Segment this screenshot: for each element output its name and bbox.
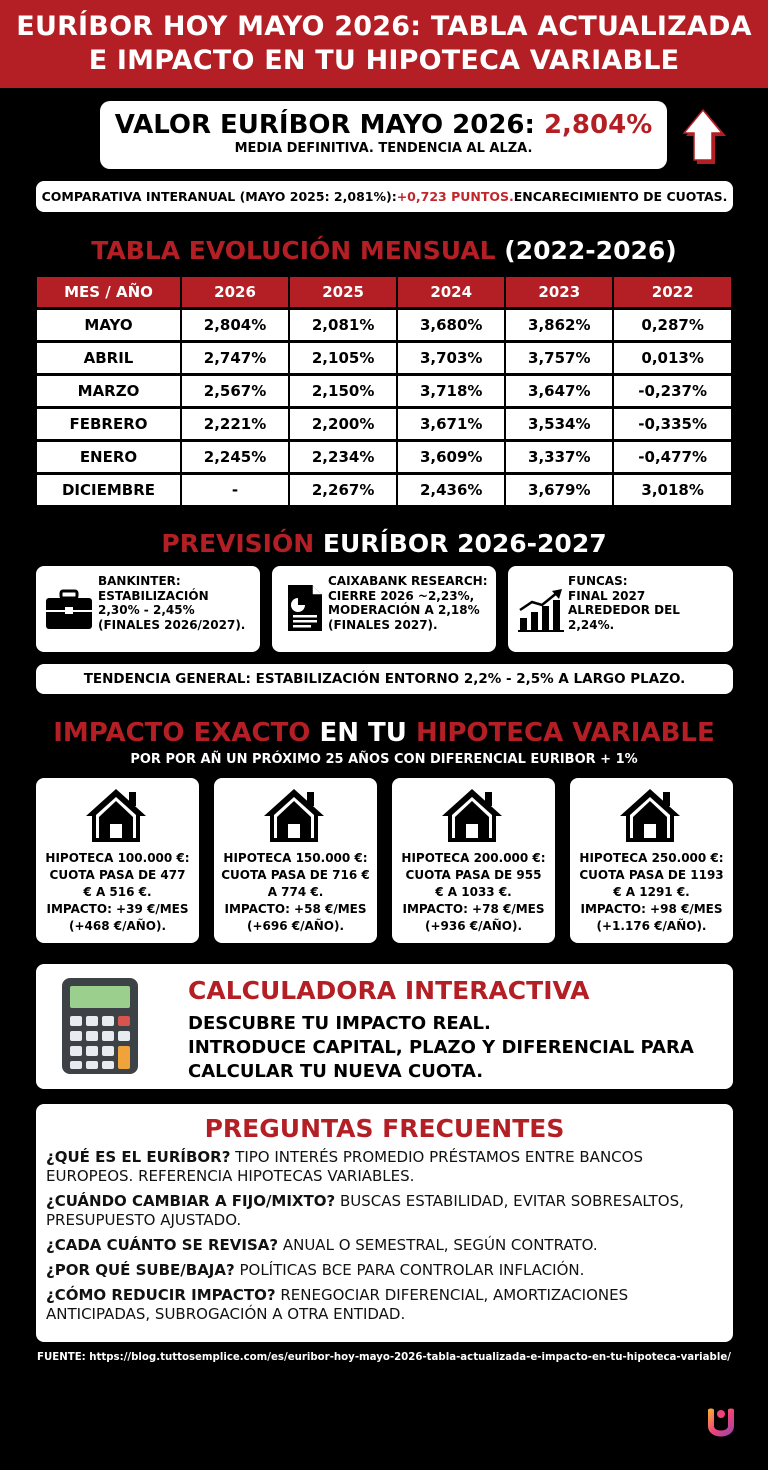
table-header-cell: 2022 [614, 277, 731, 307]
table-cell: 3,757% [506, 343, 612, 373]
impact-text [218, 850, 373, 935]
current-value: 2,804% [543, 110, 653, 140]
impact-title-white: EN TU [310, 718, 416, 748]
calculator-line: CALCULAR TU NUEVA CUOTA. [188, 1061, 484, 1082]
impact-line: (+936 €/AÑO). [424, 919, 523, 933]
impact-line: € A 516 €. [83, 885, 152, 899]
table-title-white: (2022-2026) [495, 236, 677, 265]
table-cell: 2,150% [290, 376, 396, 406]
table-cell: 3,534% [506, 409, 612, 439]
comparison-highlight: +0,723 PUNTOS. [396, 189, 514, 204]
faq-question: ¿CADA CUÁNTO SE REVISA? [46, 1236, 279, 1254]
table-cell: ABRIL [37, 343, 180, 373]
forecast-line: BANKINTER: [98, 574, 181, 588]
table-cell: 3,680% [398, 310, 504, 340]
impact-line: CUOTA PASA DE 716 € [221, 868, 370, 882]
table-cell: 3,671% [398, 409, 504, 439]
current-value-heading [100, 110, 667, 140]
table-cell: -0,237% [614, 376, 731, 406]
document-chart-icon [280, 582, 330, 634]
forecast-line: ESTABILIZACIÓN [98, 588, 209, 603]
table-cell: 3,703% [398, 343, 504, 373]
current-value-subtitle: MEDIA DEFINITIVA. TENDENCIA AL ALZA. [234, 141, 533, 156]
table-cell: 2,221% [182, 409, 288, 439]
table-cell: -0,477% [614, 442, 731, 472]
forecast-text [328, 574, 488, 632]
forecast-line: FUNCAS: [568, 574, 628, 588]
faq-answer: POLÍTICAS BCE PARA CONTROLAR INFLACIÓN. [234, 1261, 585, 1279]
impact-line: A 774 €. [267, 885, 324, 899]
table-row [37, 442, 731, 472]
impact-card-200k [392, 778, 555, 943]
forecast-line: (FINALES 2027). [328, 617, 438, 632]
table-header-cell: 2023 [506, 277, 612, 307]
table-cell: 2,567% [182, 376, 288, 406]
forecast-text [568, 574, 680, 632]
house-icon [617, 786, 683, 844]
impact-line: (+696 €/AÑO). [246, 919, 345, 933]
table-cell: 3,862% [506, 310, 612, 340]
faq-question: ¿QUÉ ES EL EURÍBOR? [46, 1148, 231, 1166]
forecast-line: CIERRE 2026 ~2,23%, [328, 588, 475, 603]
table-cell: -0,335% [614, 409, 731, 439]
table-cell: 3,018% [614, 475, 731, 505]
table-header-cell: 2025 [290, 277, 396, 307]
impact-line: IMPACTO: +78 €/MES [402, 902, 545, 916]
faq-question: ¿CÓMO REDUCIR IMPACTO? [46, 1286, 276, 1304]
faq-item [46, 1192, 725, 1230]
forecast-card-caixabank [272, 566, 496, 652]
forecast-line: (FINALES 2026/2027). [98, 617, 246, 632]
faq-answer: BUSCAS ESTABILIDAD, EVITAR SOBRESALTOS, PRESUPUESTO AJUSTADO. [46, 1192, 684, 1229]
faq-card [36, 1104, 733, 1342]
faq-question: ¿POR QUÉ SUBE/BAJA? [46, 1261, 235, 1279]
calculator-line: DESCUBRE TU IMPACTO REAL. [188, 1013, 491, 1034]
impact-title-red-1: IMPACTO EXACTO [53, 718, 311, 748]
table-cell: 2,747% [182, 343, 288, 373]
current-value-label: VALOR EURÍBOR MAYO 2026: [114, 110, 544, 140]
calculator-description [188, 1012, 694, 1084]
impact-section-title [0, 718, 768, 748]
calculator-title: CALCULADORA INTERACTIVA [188, 976, 590, 1005]
impact-line: CUOTA PASA DE 477 [49, 868, 186, 882]
impact-line: CUOTA PASA DE 955 [405, 868, 542, 882]
impact-line: (+468 €/AÑO). [68, 919, 167, 933]
impact-card-150k [214, 778, 377, 943]
house-icon [261, 786, 327, 844]
page-header [0, 0, 768, 88]
forecast-card-bankinter [36, 566, 260, 652]
comparison-rest: ENCARECIMIENTO DE CUOTAS. [513, 189, 728, 204]
forecast-line: CAIXABANK RESEARCH: [328, 574, 488, 588]
impact-subtitle: POR POR AÑ UN PRÓXIMO 25 AÑOS CON DIFERENCIAL EURIBOR + 1% [130, 752, 638, 767]
faq-item [46, 1261, 725, 1280]
table-cell: 3,679% [506, 475, 612, 505]
comparison-text: COMPARATIVA INTERANUAL (MAYO 2025: 2,081%): [41, 189, 397, 204]
calculator-card[interactable] [36, 964, 733, 1089]
table-header-cell: MES / AÑO [37, 277, 180, 307]
table-row [37, 376, 731, 406]
table-section-title [0, 236, 768, 265]
forecast-title-white: EURÍBOR 2026-2027 [314, 529, 607, 558]
briefcase-icon [44, 588, 94, 632]
table-row [37, 310, 731, 340]
faq-answer: ANUAL O SEMESTRAL, SEGÚN CONTRATO. [278, 1236, 598, 1254]
yearly-comparison [36, 181, 733, 212]
table-header-row [37, 277, 731, 307]
table-cell: 3,647% [506, 376, 612, 406]
forecast-card-funcas [508, 566, 733, 652]
forecast-line: ALREDEDOR DEL [568, 603, 680, 617]
forecast-title-red: PREVISIÓN [161, 529, 315, 558]
impact-line: (+1.176 €/AÑO). [596, 919, 707, 933]
table-cell: 3,337% [506, 442, 612, 472]
table-cell: 2,436% [398, 475, 504, 505]
table-cell: 2,245% [182, 442, 288, 472]
impact-line: IMPACTO: +58 €/MES [224, 902, 367, 916]
table-cell: 3,718% [398, 376, 504, 406]
impact-text [40, 850, 195, 935]
faq-item [46, 1286, 725, 1324]
growth-chart-icon [516, 588, 566, 632]
house-icon [439, 786, 505, 844]
table-cell: MARZO [37, 376, 180, 406]
table-cell: 2,081% [290, 310, 396, 340]
forecast-line: FINAL 2027 [568, 588, 646, 603]
table-header-cell: 2024 [398, 277, 504, 307]
table-cell: DICIEMBRE [37, 475, 180, 505]
impact-card-250k [570, 778, 733, 943]
table-cell: 2,804% [182, 310, 288, 340]
calculator-icon [60, 976, 140, 1076]
impact-line: € A 1291 €. [613, 885, 690, 899]
calculator-line: INTRODUCE CAPITAL, PLAZO Y DIFERENCIAL PARA [188, 1037, 694, 1058]
forecast-line: 2,24%. [568, 617, 615, 632]
faq-item [46, 1148, 725, 1186]
page-title-line-2: E IMPACTO EN TU HIPOTECA VARIABLE [88, 45, 680, 76]
source-link[interactable]: FUENTE: https://blog.tuttosemplice.com/es/euribor-hoy-mayo-2026-tabla-actualizada-e-impacto-en-tu-hipoteca-variable/ [37, 1352, 731, 1363]
impact-line: HIPOTECA 250.000 €: [579, 851, 724, 865]
faq-answer: RENEGOCIAR DIFERENCIAL, AMORTIZACIONES ANTICIPADAS, SUBROGACIÓN A OTRA ENTIDAD. [46, 1286, 629, 1323]
faq-answer: TIPO INTERÉS PROMEDIO PRÉSTAMOS ENTRE BANCOS EUROPEOS. REFERENCIA HIPOTECAS VARIABLES. [46, 1148, 643, 1185]
impact-line: € A 1033 €. [435, 885, 512, 899]
table-cell: 2,105% [290, 343, 396, 373]
current-value-box [100, 101, 667, 169]
impact-title-red-2: HIPOTECA VARIABLE [415, 718, 715, 748]
impact-line: HIPOTECA 100.000 €: [45, 851, 190, 865]
faq-item [46, 1236, 725, 1255]
forecast-section-title [0, 529, 768, 558]
table-title-red: TABLA EVOLUCIÓN MENSUAL [91, 236, 496, 265]
impact-line: HIPOTECA 150.000 €: [223, 851, 368, 865]
table-cell: 3,609% [398, 442, 504, 472]
faq-question: ¿CUÁNDO CAMBIAR A FIJO/MIXTO? [46, 1192, 336, 1210]
table-row [37, 343, 731, 373]
table-cell: - [182, 475, 288, 505]
forecast-text [98, 574, 245, 632]
table-cell: MAYO [37, 310, 180, 340]
faq-list [46, 1148, 725, 1330]
impact-line: IMPACTO: +39 €/MES [46, 902, 189, 916]
forecast-line: 2,30% - 2,45% [98, 603, 195, 617]
impact-text [396, 850, 551, 935]
general-trend: TENDENCIA GENERAL: ESTABILIZACIÓN ENTORNO 2,2% - 2,5% A LARGO PLAZO. [36, 664, 733, 694]
brand-logo-icon [704, 1406, 738, 1442]
impact-line: HIPOTECA 200.000 €: [401, 851, 546, 865]
table-cell: 0,013% [614, 343, 731, 373]
monthly-evolution-table [35, 274, 733, 508]
impact-line: IMPACTO: +98 €/MES [580, 902, 723, 916]
page-title-line-1: EURÍBOR HOY MAYO 2026: TABLA ACTUALIZADA [16, 11, 752, 42]
impact-text [574, 850, 729, 935]
forecast-line: MODERACIÓN A 2,18% [328, 603, 480, 617]
table-cell: 2,200% [290, 409, 396, 439]
arrow-up-icon [682, 108, 726, 164]
table-cell: 2,267% [290, 475, 396, 505]
table-cell: 2,234% [290, 442, 396, 472]
table-cell: FEBRERO [37, 409, 180, 439]
impact-line: CUOTA PASA DE 1193 [579, 868, 724, 882]
faq-title: PREGUNTAS FRECUENTES [204, 1114, 565, 1143]
table-row [37, 409, 731, 439]
table-row [37, 475, 731, 505]
table-cell: 0,287% [614, 310, 731, 340]
house-icon [83, 786, 149, 844]
table-header-cell: 2026 [182, 277, 288, 307]
impact-card-100k [36, 778, 199, 943]
table-cell: ENERO [37, 442, 180, 472]
